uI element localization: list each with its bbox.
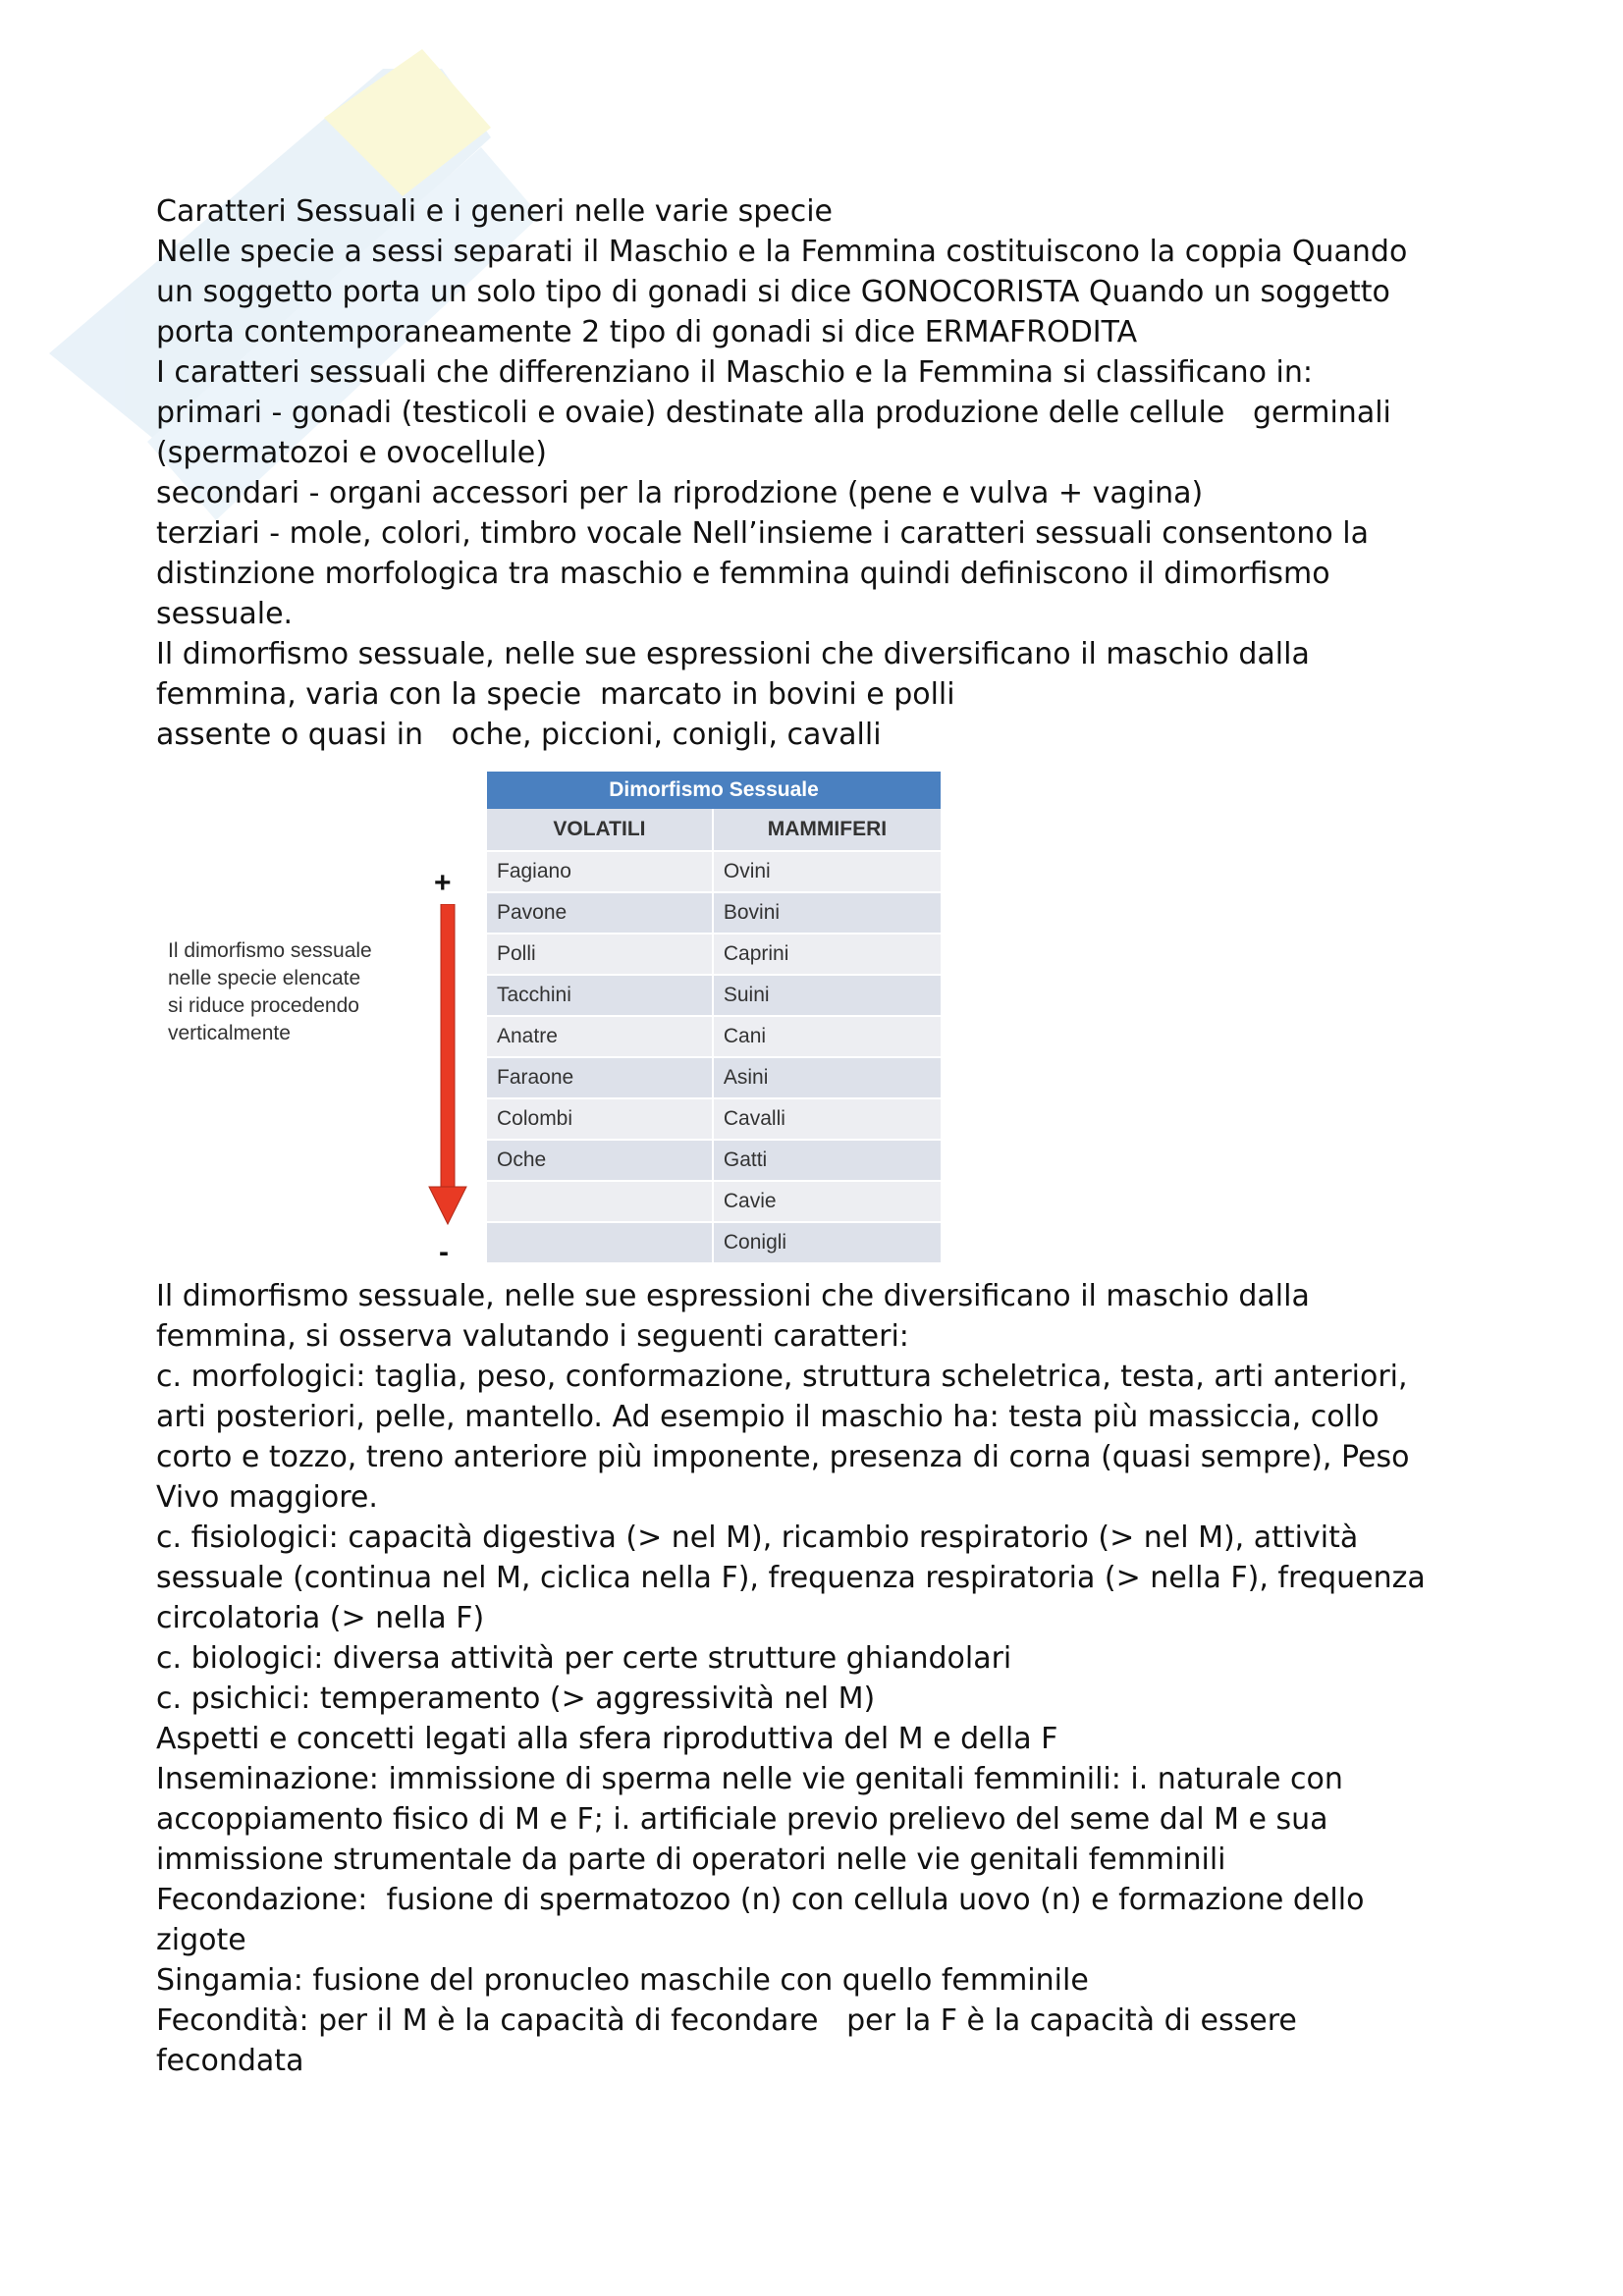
intro-text <box>156 191 1491 755</box>
text-line: immissione strumentale da parte di operatori nelle vie genitali femminili <box>156 1842 1226 1877</box>
table-cell: Tacchini <box>487 976 714 1017</box>
text-line: Fecondazione: fusione di spermatozoo (n) con cellula uovo (n) e formazione dello <box>156 1883 1365 1917</box>
table-cell: Asini <box>714 1058 941 1099</box>
text-line: Il dimorfismo sessuale, nelle sue espressioni che diversificano il maschio dalla <box>156 1279 1310 1313</box>
table-row <box>487 1017 941 1058</box>
table-cell: Ovini <box>714 852 941 893</box>
document-title: Caratteri Sessuali e i generi nelle varie specie <box>156 194 833 229</box>
table-cell: Cani <box>714 1017 941 1058</box>
table-cell: Conigli <box>714 1223 941 1264</box>
column-header-volatili: VOLATILI <box>487 809 714 852</box>
plus-sign: + <box>434 867 452 899</box>
arrow-head <box>429 1187 466 1224</box>
text-line: c. fisiologici: capacità digestiva (> nel M), ricambio respiratorio (> nel M), attività <box>156 1521 1359 1555</box>
table-cell: Oche <box>487 1141 714 1182</box>
minus-sign: - <box>439 1236 449 1268</box>
text-line: I caratteri sessuali che differenziano il Maschio e la Femmina si classificano in: <box>156 355 1313 390</box>
table-row <box>487 976 941 1017</box>
text-line: Nelle specie a sessi separati il Maschio e la Femmina costituiscono la coppia Quando <box>156 235 1408 269</box>
text-line: corto e tozzo, treno anteriore più imponente, presenza di corna (quasi sempre), Peso <box>156 1440 1410 1474</box>
figure-note <box>168 937 404 1047</box>
table-cell: Anatre <box>487 1017 714 1058</box>
table-row <box>487 934 941 976</box>
text-line: circolatoria (> nella F) <box>156 1601 485 1635</box>
table-cell: Pavone <box>487 893 714 934</box>
text-line: c. morfologici: taglia, peso, conformazione, struttura scheletrica, testa, arti anteriori, <box>156 1360 1408 1394</box>
table-cell: Bovini <box>714 893 941 934</box>
body-text <box>156 1276 1491 2081</box>
figure-note-line: Il dimorfismo sessuale <box>168 939 372 962</box>
table-cell: Cavalli <box>714 1099 941 1141</box>
text-line: assente o quasi in oche, piccioni, conigli, cavalli <box>156 718 882 752</box>
text-line: femmina, varia con la specie marcato in bovini e polli <box>156 677 955 712</box>
dimorphism-figure <box>156 769 951 1269</box>
table-cell: Gatti <box>714 1141 941 1182</box>
text-line: c. psichici: temperamento (> aggressività nel M) <box>156 1682 876 1716</box>
text-line: Aspetti e concetti legati alla sfera riproduttiva del M e della F <box>156 1722 1058 1756</box>
text-line: sessuale. <box>156 597 294 631</box>
table-cell: Colombi <box>487 1099 714 1141</box>
table-row <box>487 852 941 893</box>
table-cell <box>487 1182 714 1223</box>
table-row <box>487 1099 941 1141</box>
text-line: accoppiamento fisico di M e F; i. artificiale previo prelievo del seme dal M e sua <box>156 1802 1328 1837</box>
text-line: femmina, si osserva valutando i seguenti caratteri: <box>156 1319 909 1354</box>
figure-note-line: nelle specie elencate <box>168 967 361 989</box>
text-line: secondari - organi accessori per la riprodzione (pene e vulva + vagina) <box>156 476 1204 510</box>
table-title: Dimorfismo Sessuale <box>487 772 941 809</box>
down-arrow-icon <box>423 904 472 1228</box>
dimorphism-table <box>487 772 941 1264</box>
text-line: Fecondità: per il M è la capacità di fecondare per la F è la capacità di essere <box>156 2003 1297 2038</box>
text-line: terziari - mole, colori, timbro vocale Nell’insieme i caratteri sessuali consentono la <box>156 516 1369 551</box>
table-cell: Faraone <box>487 1058 714 1099</box>
table-cell: Polli <box>487 934 714 976</box>
table-cell: Cavie <box>714 1182 941 1223</box>
table-row <box>487 1223 941 1264</box>
text-line: arti posteriori, pelle, mantello. Ad esempio il maschio ha: testa più massiccia, collo <box>156 1400 1380 1434</box>
table-cell: Suini <box>714 976 941 1017</box>
text-line: Singamia: fusione del pronucleo maschile con quello femminile <box>156 1963 1089 1998</box>
text-line: fecondata <box>156 2044 304 2078</box>
text-line: Vivo maggiore. <box>156 1480 378 1515</box>
table-row <box>487 1141 941 1182</box>
text-line: zigote <box>156 1923 246 1957</box>
table-cell <box>487 1223 714 1264</box>
table-row <box>487 1058 941 1099</box>
table-row <box>487 1182 941 1223</box>
table-row <box>487 893 941 934</box>
column-header-mammiferi: MAMMIFERI <box>714 809 941 852</box>
text-line: Il dimorfismo sessuale, nelle sue espressioni che diversificano il maschio dalla <box>156 637 1310 671</box>
arrow-shaft <box>441 904 455 1189</box>
text-line: (spermatozoi e ovocellule) <box>156 436 547 470</box>
table-cell: Fagiano <box>487 852 714 893</box>
text-line: porta contemporaneamente 2 tipo di gonadi si dice ERMAFRODITA <box>156 315 1138 349</box>
figure-note-line: verticalmente <box>168 1022 291 1044</box>
text-line: distinzione morfologica tra maschio e femmina quindi definiscono il dimorfismo <box>156 557 1330 591</box>
text-line: Inseminazione: immissione di sperma nelle vie genitali femminili: i. naturale con <box>156 1762 1343 1796</box>
text-line: primari - gonadi (testicoli e ovaie) destinate alla produzione delle cellule germinali <box>156 396 1391 430</box>
table-cell: Caprini <box>714 934 941 976</box>
text-line: un soggetto porta un solo tipo di gonadi si dice GONOCORISTA Quando un soggetto <box>156 275 1390 309</box>
text-line: c. biologici: diversa attività per certe strutture ghiandolari <box>156 1641 1012 1676</box>
figure-note-line: si riduce procedendo <box>168 994 359 1017</box>
text-line: sessuale (continua nel M, ciclica nella F), frequenza respiratoria (> nella F), frequenza <box>156 1561 1426 1595</box>
